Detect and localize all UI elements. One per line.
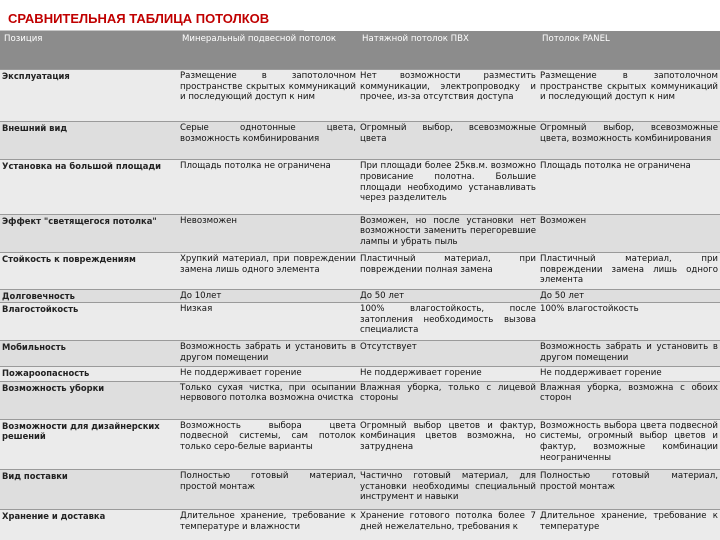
cell-panel: Размещение в запотолочном пространстве скрытых коммуникаций и последующий доступ к ним [538, 70, 720, 122]
table-row [0, 367, 720, 381]
table-row [0, 341, 720, 367]
cell-panel: Площадь потолка не ограничена [538, 160, 720, 214]
header-panel: Потолок PANEL [538, 31, 720, 70]
cell-mineral: Возможность выбора цвета подвесной системы, сам потолок только серо-белые варианты [178, 419, 358, 469]
cell-pvc: Не поддерживает горение [358, 367, 538, 381]
row-label: Эффект "светящегося потолка" [0, 214, 178, 252]
row-label: Хранение и доставка [0, 510, 178, 540]
table-row [0, 290, 720, 303]
cell-pvc: Хранение готового потолка более 7 дней нежелательно, требования к [358, 510, 538, 540]
header-position: Позиция [0, 31, 178, 70]
table-row [0, 70, 720, 122]
row-label: Пожароопасность [0, 367, 178, 381]
row-label: Возможности для дизайнерских решений [0, 419, 178, 469]
cell-mineral: До 10лет [178, 290, 358, 303]
row-label: Стойкость к повреждениям [0, 252, 178, 289]
cell-pvc: Огромный выбор цветов и фактур, комбинация цветов возможна, но затруднена [358, 419, 538, 469]
title-box [0, 6, 304, 32]
cell-mineral: Размещение в запотолочном пространстве скрытых коммуникаций и последующий доступ к ним [178, 70, 358, 122]
table-row [0, 381, 720, 419]
comparison-table [0, 31, 720, 540]
header-pvc: Натяжной потолок ПВХ [358, 31, 538, 70]
cell-panel: Полностью готовый материал, простой монтаж [538, 470, 720, 510]
cell-mineral: Хрупкий материал, при повреждении замена лишь одного элемента [178, 252, 358, 289]
table-row [0, 252, 720, 289]
table-row [0, 122, 720, 160]
cell-pvc: 100% влагостойкость, после затопления необходимость вызова специалиста [358, 303, 538, 341]
cell-panel: 100% влагостойкость [538, 303, 720, 341]
cell-mineral: Не поддерживает горение [178, 367, 358, 381]
row-label: Мобильность [0, 341, 178, 367]
cell-mineral: Невозможен [178, 214, 358, 252]
cell-panel: До 50 лет [538, 290, 720, 303]
table-row [0, 419, 720, 469]
table-row [0, 510, 720, 540]
row-label: Эксплуатация [0, 70, 178, 122]
cell-pvc: Пластичный материал, при повреждении полная замена [358, 252, 538, 289]
cell-pvc: До 50 лет [358, 290, 538, 303]
cell-mineral: Только сухая чистка, при осыпании нервового потолка возможна очистка [178, 381, 358, 419]
cell-panel: Пластичный материал, при повреждении замена лишь одного элемента [538, 252, 720, 289]
table-row [0, 160, 720, 214]
cell-panel: Не поддерживает горение [538, 367, 720, 381]
row-label: Возможность уборки [0, 381, 178, 419]
row-label: Установка на большой площади [0, 160, 178, 214]
cell-mineral: Низкая [178, 303, 358, 341]
table-row [0, 470, 720, 510]
cell-mineral: Длительное хранение, требование к температуре и влажности [178, 510, 358, 540]
cell-panel: Возможен [538, 214, 720, 252]
cell-panel: Огромный выбор, всевозможные цвета, возможность комбинирования [538, 122, 720, 160]
cell-pvc: Возможен, но после установки нет возможности заменить перегоревшие лампы и убрать пыль [358, 214, 538, 252]
cell-panel: Влажная уборка, возможна с обоих сторон [538, 381, 720, 419]
cell-pvc: Влажная уборка, только с лицевой стороны [358, 381, 538, 419]
cell-pvc: Частично готовый материал, для установки необходимы специальный инструмент и навыки [358, 470, 538, 510]
table-row [0, 303, 720, 341]
row-label: Долговечность [0, 290, 178, 303]
table-header-row [0, 31, 720, 70]
cell-pvc: Огромный выбор, всевозможные цвета [358, 122, 538, 160]
cell-pvc: Отсутствует [358, 341, 538, 367]
cell-mineral: Площадь потолка не ограничена [178, 160, 358, 214]
cell-panel: Длительное хранение, требование к температуре [538, 510, 720, 540]
cell-panel: Возможность выбора цвета подвесной системы, огромный выбор цветов и фактур, возможные комбинации неограниченны [538, 419, 720, 469]
cell-mineral: Полностью готовый материал, простой монтаж [178, 470, 358, 510]
table-row [0, 214, 720, 252]
header-mineral: Минеральный подвесной потолок [178, 31, 358, 70]
row-label: Вид поставки [0, 470, 178, 510]
cell-mineral: Серые однотонные цвета, возможность комбинирования [178, 122, 358, 160]
row-label: Внешний вид [0, 122, 178, 160]
cell-pvc: Нет возможности разместить коммуникации, электропроводку и прочее, из-за отсутствия доступа [358, 70, 538, 122]
cell-mineral: Возможность забрать и установить в другом помещении [178, 341, 358, 367]
page-title: СРАВНИТЕЛЬНАЯ ТАБЛИЦА ПОТОЛКОВ [8, 11, 270, 26]
cell-pvc: При площади более 25кв.м. возможно провисание полотна. Большие площади необходимо устанавливать через разделитель [358, 160, 538, 214]
row-label: Влагостойкость [0, 303, 178, 341]
cell-panel: Возможность забрать и установить в другом помещении [538, 341, 720, 367]
